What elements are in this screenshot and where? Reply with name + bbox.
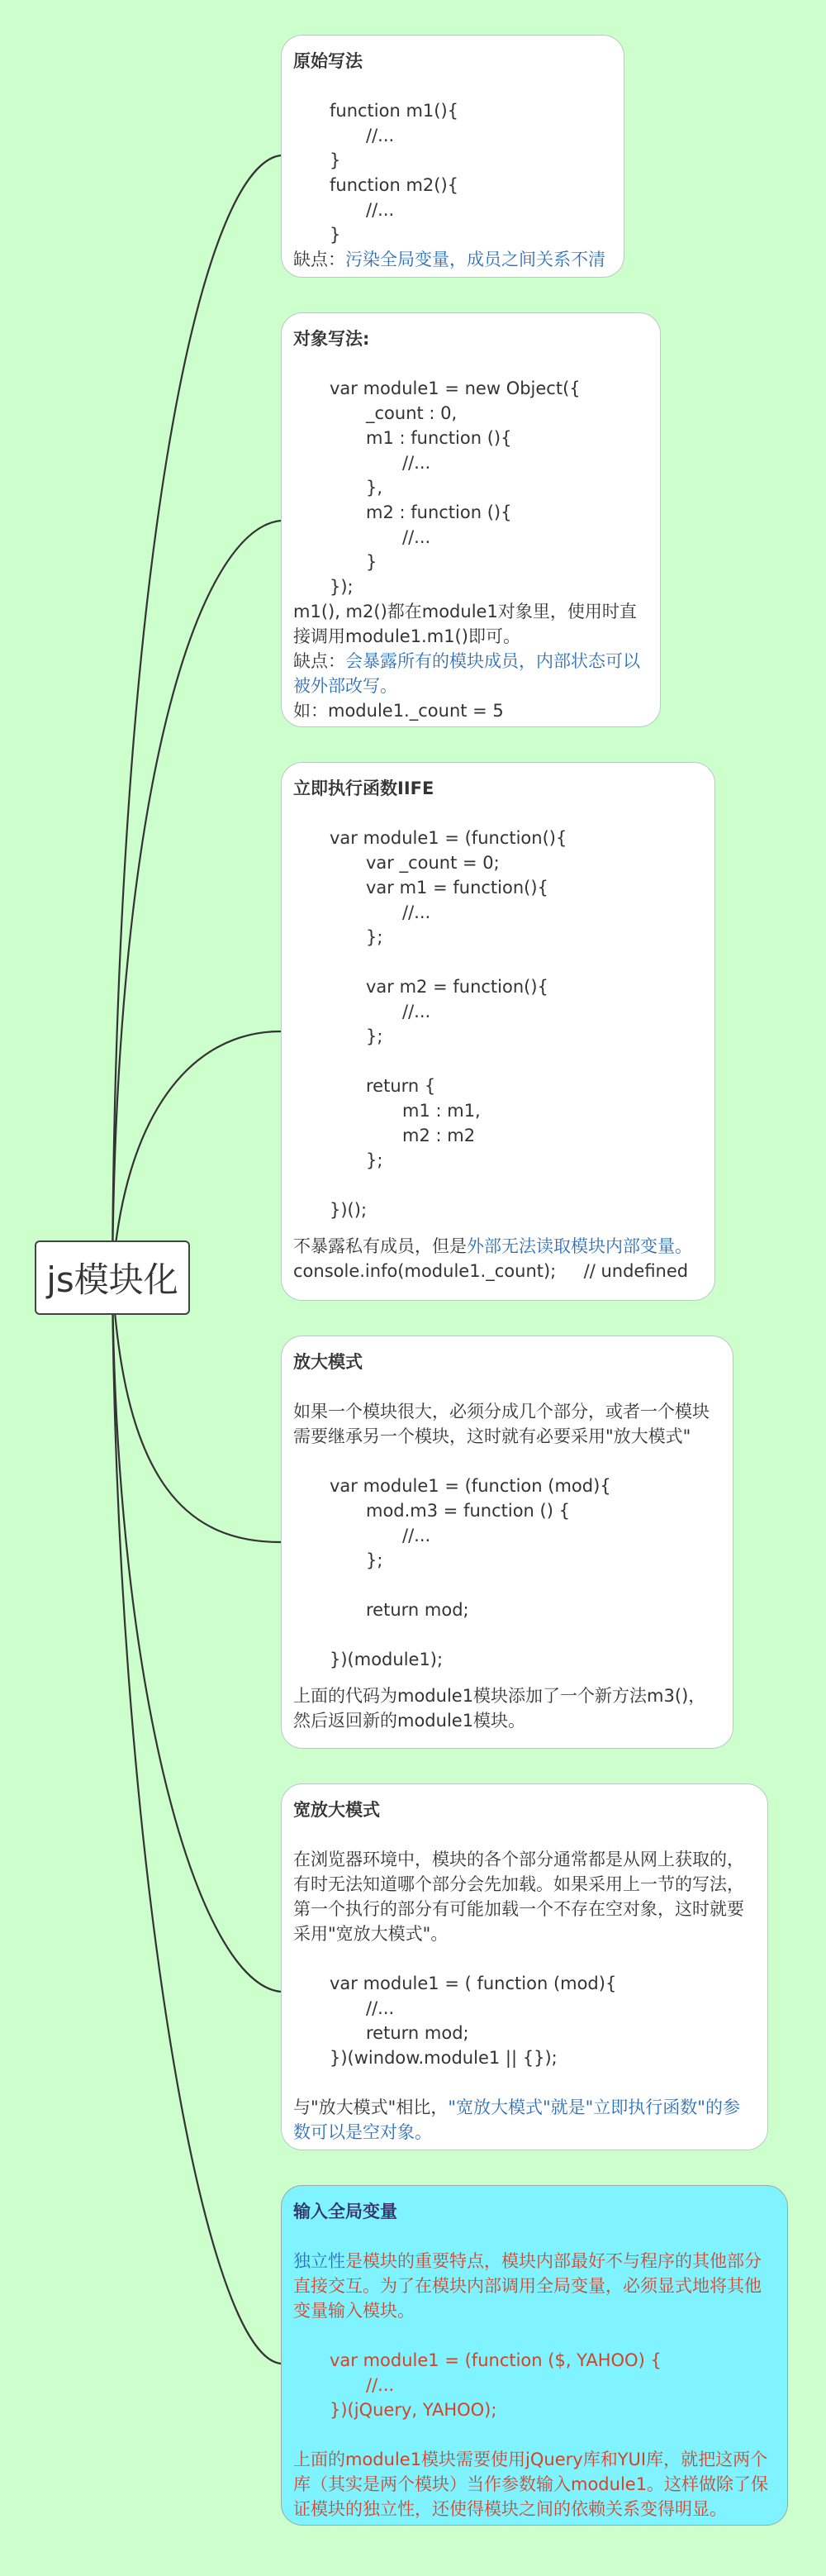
code-line: var module1 = new Object({ [330, 379, 581, 398]
code-line [293, 1573, 721, 1598]
code-line: } [330, 225, 341, 245]
code-line: var module1 = (function (mod){ [330, 1476, 611, 1496]
code-line: //... [402, 1002, 431, 1021]
card-title: 立即执行函数IIFE [293, 779, 434, 798]
code-line: }); [330, 577, 354, 597]
code-line: function m2(){ [330, 175, 459, 195]
summary-note: 不暴露私有成员，但是外部无法读取模块内部变量。 [293, 1236, 692, 1256]
code-line: //... [402, 902, 431, 922]
card-title: 原始写法 [293, 51, 363, 71]
example: 如：module1._count = 5 [293, 701, 504, 721]
console-line: console.info(module1._count); // undefined [293, 1261, 689, 1281]
code-line: })(module1); [330, 1650, 444, 1669]
code-line: return mod; [366, 2023, 469, 2043]
card-title: 宽放大模式 [293, 1800, 380, 1820]
card-global-import [281, 2185, 788, 2526]
code-line: m2 : function (){ [366, 502, 512, 522]
code-line: var module1 = (function ($, YAHOO) { [330, 2350, 662, 2370]
drawback-note: 缺点：会暴露所有的模块成员，内部状态可以被外部改写。 [293, 651, 640, 696]
code-line: //... [366, 200, 395, 220]
code-line: _count : 0, [366, 403, 458, 423]
code-line: m1 : function (){ [366, 428, 512, 448]
code-line: } [366, 552, 377, 572]
code-line [293, 950, 703, 974]
code-line: //... [366, 126, 395, 145]
code-line: }, [366, 478, 383, 498]
outro: 上面的module1模块需要使用jQuery库和YUI库，就把这两个库（其实是两个模块）当作参数输入module1。这样做除了保证模块的独立性，还使得模块之间的依赖关系变得明显。 [293, 2450, 769, 2519]
outro: 与"放大模式"相比，"宽放大模式"就是"立即执行函数"的参数可以是空对象。 [293, 2097, 740, 2142]
intro: 在浏览器环境中，模块的各个部分通常都是从网上获取的，有时无法知道哪个部分会先加载。如果采用上一节的写法，第一个执行的部分有可能加载一个不存在空对象，这时就要采用"宽放大模式"。 [293, 1850, 744, 1944]
code-line: mod.m3 = function () { [366, 1501, 570, 1521]
code-line: }; [366, 1550, 383, 1570]
code-line: var m2 = function(){ [366, 977, 548, 997]
code-line: })(window.module1 || {}); [330, 2048, 558, 2068]
code-line: m2 : m2 [402, 1126, 476, 1145]
code-line: //... [402, 1526, 431, 1545]
code-line: return { [366, 1076, 436, 1096]
code-line: }; [366, 927, 383, 947]
intro: 独立性是模块的重要特点，模块内部最好不与程序的其他部分直接交互。为了在模块内部调用全局变量，必须显式地将其他变量输入模块。 [293, 2251, 762, 2321]
outro: 上面的代码为module1模块添加了一个新方法m3()，然后返回新的module1模块。 [293, 1686, 706, 1731]
card-title: 对象写法: [293, 329, 370, 349]
code-line: m1 : m1, [402, 1101, 481, 1121]
code-line [293, 1622, 721, 1647]
card-iife [281, 762, 715, 1301]
code-line: var module1 = ( function (mod){ [330, 1974, 617, 1993]
drawback-note: 缺点：污染全局变量，成员之间关系不清 [293, 250, 605, 269]
card-augmentation [281, 1336, 733, 1749]
intro: 如果一个模块很大，必须分成几个部分，或者一个模块需要继承另一个模块，这时就有必要采用"放大模式" [293, 1402, 710, 1446]
card-title: 放大模式 [293, 1352, 363, 1372]
code-line: } [330, 150, 341, 170]
card-loose-augmentation [281, 1783, 768, 2150]
code-line: return mod; [366, 1600, 469, 1620]
card-object-style [281, 312, 661, 727]
description: m1(), m2()都在module1对象里，使用时直接调用module1.m1()即可。 [293, 602, 637, 646]
code-line [293, 1049, 703, 1074]
root-node: js模块化 [35, 1240, 190, 1315]
code-line: function m1(){ [330, 101, 459, 121]
code-line: //... [402, 527, 431, 547]
code-line: //... [366, 2375, 395, 2395]
code-line: })(jQuery, YAHOO); [330, 2400, 497, 2420]
code-line: }; [366, 1150, 383, 1170]
code-line: //... [402, 453, 431, 473]
card-title: 输入全局变量 [293, 2202, 397, 2221]
code-line: //... [366, 1998, 395, 2018]
card-raw-functions [281, 35, 624, 278]
code-line [293, 1173, 703, 1198]
code-line: }; [366, 1026, 383, 1046]
code-line: var module1 = (function(){ [330, 828, 567, 848]
code-line: var _count = 0; [366, 853, 500, 873]
code-line: })(); [330, 1200, 368, 1220]
code-line: var m1 = function(){ [366, 878, 548, 898]
